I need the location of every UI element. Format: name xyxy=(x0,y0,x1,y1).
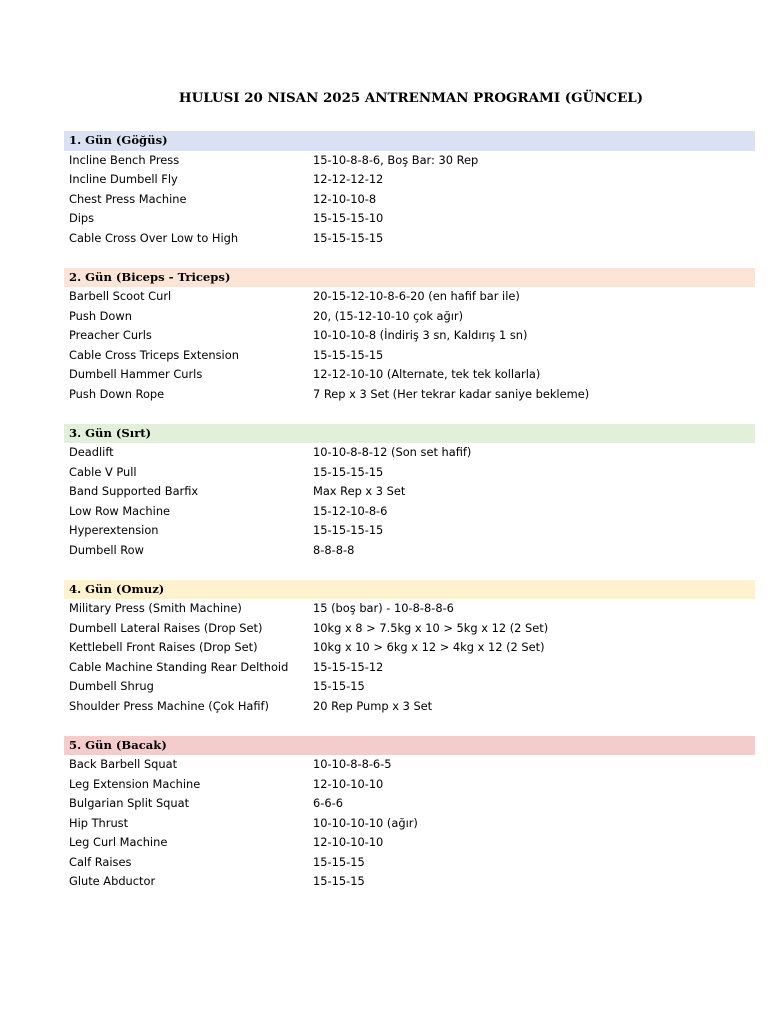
exercise-name: Incline Dumbell Fly xyxy=(69,172,178,186)
exercise-name: Shoulder Press Machine (Çok Hafif) xyxy=(69,698,270,713)
exercise-name: Dumbell Lateral Raises (Drop Set) xyxy=(69,620,263,635)
exercise-reps: 10-10-10-8 (İndiriş 3 sn, Kaldırış 1 sn) xyxy=(313,328,528,342)
exercise-row xyxy=(64,833,755,853)
exercise-row xyxy=(64,365,755,385)
exercise-reps: 15 (boş bar) - 10-8-8-8-6 xyxy=(313,601,454,615)
exercise-reps: 12-10-10-10 xyxy=(313,835,384,849)
exercise-reps: 15-15-15-10 xyxy=(313,211,384,225)
day-header: 5. Gün (Bacak) xyxy=(64,736,755,756)
exercise-reps: 7 Rep x 3 Set (Her tekrar kadar saniye bekleme) xyxy=(313,386,590,401)
exercise-name: Glute Abductor xyxy=(69,874,156,888)
exercise-reps: 12-12-10-10 (Alternate, tek tek kollarla) xyxy=(313,367,541,381)
exercise-row xyxy=(64,794,755,814)
day-section xyxy=(64,131,755,248)
exercise-reps: 8-8-8-8 xyxy=(313,542,355,557)
exercise-row xyxy=(64,775,755,795)
day-section xyxy=(64,268,755,405)
exercise-name: Incline Bench Press xyxy=(69,152,180,167)
exercise-row xyxy=(64,872,755,892)
exercise-name: Dumbell Row xyxy=(69,542,144,557)
exercise-reps: 15-15-15-15 xyxy=(313,523,384,537)
exercise-name: Cable Cross Triceps Extension xyxy=(69,347,239,362)
exercise-row xyxy=(64,677,755,697)
exercise-reps: 15-15-15-15 xyxy=(313,230,384,245)
exercise-name: Cable Cross Over Low to High xyxy=(69,230,239,245)
exercise-name: Dips xyxy=(69,211,95,225)
exercise-name: Cable V Pull xyxy=(69,464,137,479)
exercise-name: Push Down xyxy=(69,308,132,323)
day-header: 4. Gün (Omuz) xyxy=(64,580,755,600)
day-header: 2. Gün (Biceps - Triceps) xyxy=(64,268,755,288)
exercise-row xyxy=(64,619,755,639)
exercise-name: Hip Thrust xyxy=(69,815,129,830)
exercise-name: Bulgarian Split Squat xyxy=(69,796,190,810)
exercise-row xyxy=(64,326,755,346)
exercise-reps: 10-10-8-8-6-5 xyxy=(313,757,392,771)
exercise-name: Dumbell Hammer Curls xyxy=(69,367,203,381)
exercise-row xyxy=(64,755,755,775)
exercise-row xyxy=(64,151,755,171)
exercise-reps: 10kg x 10 > 6kg x 12 > 4kg x 12 (2 Set) xyxy=(313,640,545,654)
exercise-row xyxy=(64,541,755,561)
exercise-name: Deadlift xyxy=(69,445,114,459)
exercise-reps: 15-15-15-12 xyxy=(313,659,384,674)
exercise-reps: 15-15-15-15 xyxy=(313,464,384,479)
exercise-row xyxy=(64,521,755,541)
exercise-name: Barbell Scoot Curl xyxy=(69,289,172,303)
day-section xyxy=(64,736,755,892)
exercise-reps: 15-15-15-15 xyxy=(313,347,384,362)
exercise-row xyxy=(64,599,755,619)
exercise-reps: 10-10-10-10 (ağır) xyxy=(313,815,418,830)
exercise-reps: 10kg x 8 > 7.5kg x 10 > 5kg x 12 (2 Set) xyxy=(313,620,549,635)
exercise-row xyxy=(64,346,755,366)
exercise-row xyxy=(64,697,755,717)
exercise-name: Dumbell Shrug xyxy=(69,679,154,693)
exercise-reps: 15-10-8-8-6, Boş Bar: 30 Rep xyxy=(313,152,479,167)
exercise-row xyxy=(64,287,755,307)
exercise-name: Chest Press Machine xyxy=(69,191,187,206)
exercise-row xyxy=(64,385,755,405)
exercise-reps: 20 Rep Pump x 3 Set xyxy=(313,698,433,713)
exercise-name: Low Row Machine xyxy=(69,503,171,518)
document-title: HULUSI 20 NISAN 2025 ANTRENMAN PROGRAMI (GÜNCEL) xyxy=(178,90,644,106)
exercise-row xyxy=(64,190,755,210)
day-section xyxy=(64,424,755,561)
exercise-name: Band Supported Barfix xyxy=(69,484,199,498)
exercise-reps: 10-10-8-8-12 (Son set hafif) xyxy=(313,445,472,459)
exercise-row xyxy=(64,209,755,229)
day-header: 1. Gün (Göğüs) xyxy=(64,131,755,151)
day-header: 3. Gün (Sırt) xyxy=(64,424,755,444)
exercise-name: Kettlebell Front Raises (Drop Set) xyxy=(69,640,258,654)
exercise-row xyxy=(64,307,755,327)
exercise-reps: 15-15-15 xyxy=(313,679,365,693)
exercise-reps: 6-6-6 xyxy=(313,796,343,810)
exercise-reps: 12-10-10-8 xyxy=(313,191,377,206)
exercise-reps: 12-10-10-10 xyxy=(313,776,384,791)
exercise-name: Push Down Rope xyxy=(69,386,165,401)
exercise-reps: Max Rep x 3 Set xyxy=(313,484,406,498)
exercise-row xyxy=(64,229,755,249)
exercise-row xyxy=(64,658,755,678)
exercise-row xyxy=(64,814,755,834)
exercise-row xyxy=(64,853,755,873)
day-section xyxy=(64,580,755,717)
exercise-reps: 15-12-10-8-6 xyxy=(313,503,388,518)
exercise-row xyxy=(64,482,755,502)
exercise-row xyxy=(64,170,755,190)
exercise-name: Military Press (Smith Machine) xyxy=(69,601,242,615)
exercise-reps: 15-15-15 xyxy=(313,874,365,888)
exercise-row xyxy=(64,463,755,483)
exercise-name: Preacher Curls xyxy=(69,328,152,342)
exercise-name: Calf Raises xyxy=(69,854,132,869)
exercise-name: Cable Machine Standing Rear Delthoid xyxy=(69,659,289,674)
program-table xyxy=(64,131,755,911)
exercise-row xyxy=(64,638,755,658)
exercise-row xyxy=(64,443,755,463)
exercise-row xyxy=(64,502,755,522)
exercise-name: Hyperextension xyxy=(69,523,159,537)
exercise-name: Back Barbell Squat xyxy=(69,757,178,771)
exercise-reps: 15-15-15 xyxy=(313,854,365,869)
exercise-name: Leg Curl Machine xyxy=(69,835,168,849)
exercise-reps: 20-15-12-10-8-6-20 (en hafif bar ile) xyxy=(313,289,520,303)
exercise-name: Leg Extension Machine xyxy=(69,776,201,791)
exercise-reps: 20, (15-12-10-10 çok ağır) xyxy=(313,308,464,323)
exercise-reps: 12-12-12-12 xyxy=(313,172,384,186)
